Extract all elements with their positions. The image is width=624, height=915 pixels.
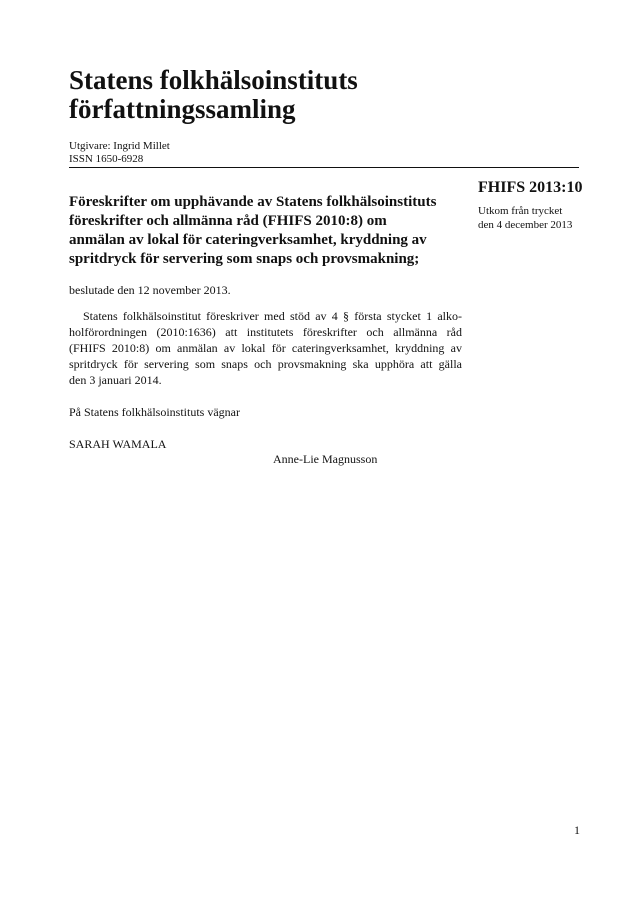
issued-line-2: den 4 december 2013 (478, 219, 573, 231)
series-title-line-2: författningssamling (69, 94, 296, 124)
body-line-3: (FHIFS 2010:8) om anmälan av lokal för cateringverksamhet, kryddning av (69, 341, 462, 355)
publisher-text: Utgivare: Ingrid Millet (69, 140, 170, 152)
body-line-4: spritdryck för servering som snaps och provsmakning ska upphöra att gälla (69, 357, 462, 371)
decision-date: beslutade den 12 november 2013. (69, 283, 231, 297)
document-title-line-2: föreskrifter och allmänna råd (FHIFS 2010:8) om (69, 213, 387, 229)
signer-name-2: Anne-Lie Magnusson (273, 452, 378, 466)
document-title-line-3: anmälan av lokal för cateringverksamhet, kryddning av (69, 232, 427, 248)
body-paragraph (69, 308, 462, 388)
series-title-line-1: Statens folkhälsoinstituts (69, 65, 358, 95)
document-title-line-1: Föreskrifter om upphävande av Statens folkhälsoinstituts (69, 194, 437, 210)
document-title (69, 193, 469, 269)
document-number: FHIFS 2013:10 (478, 179, 583, 196)
page-number: 1 (574, 823, 580, 837)
signer-name-1: SARAH WAMALA (69, 437, 167, 451)
document-title-line-4: spritdryck för servering som snaps och provsmakning; (69, 251, 420, 267)
body-line-2: holförordningen (2010:1636) att institutets föreskrifter och allmänna råd (69, 325, 462, 339)
issn-text: ISSN 1650-6928 (69, 153, 144, 165)
series-title (69, 66, 489, 124)
issued-line-1: Utkom från trycket (478, 205, 563, 217)
body-line-5: den 3 januari 2014. (69, 373, 162, 387)
body-line-1: Statens folkhälsoinstitut föreskriver med stöd av 4 § första stycket 1 alko- (83, 309, 462, 323)
header-divider (69, 167, 579, 168)
on-behalf-text: På Statens folkhälsoinstituts vägnar (69, 405, 240, 419)
